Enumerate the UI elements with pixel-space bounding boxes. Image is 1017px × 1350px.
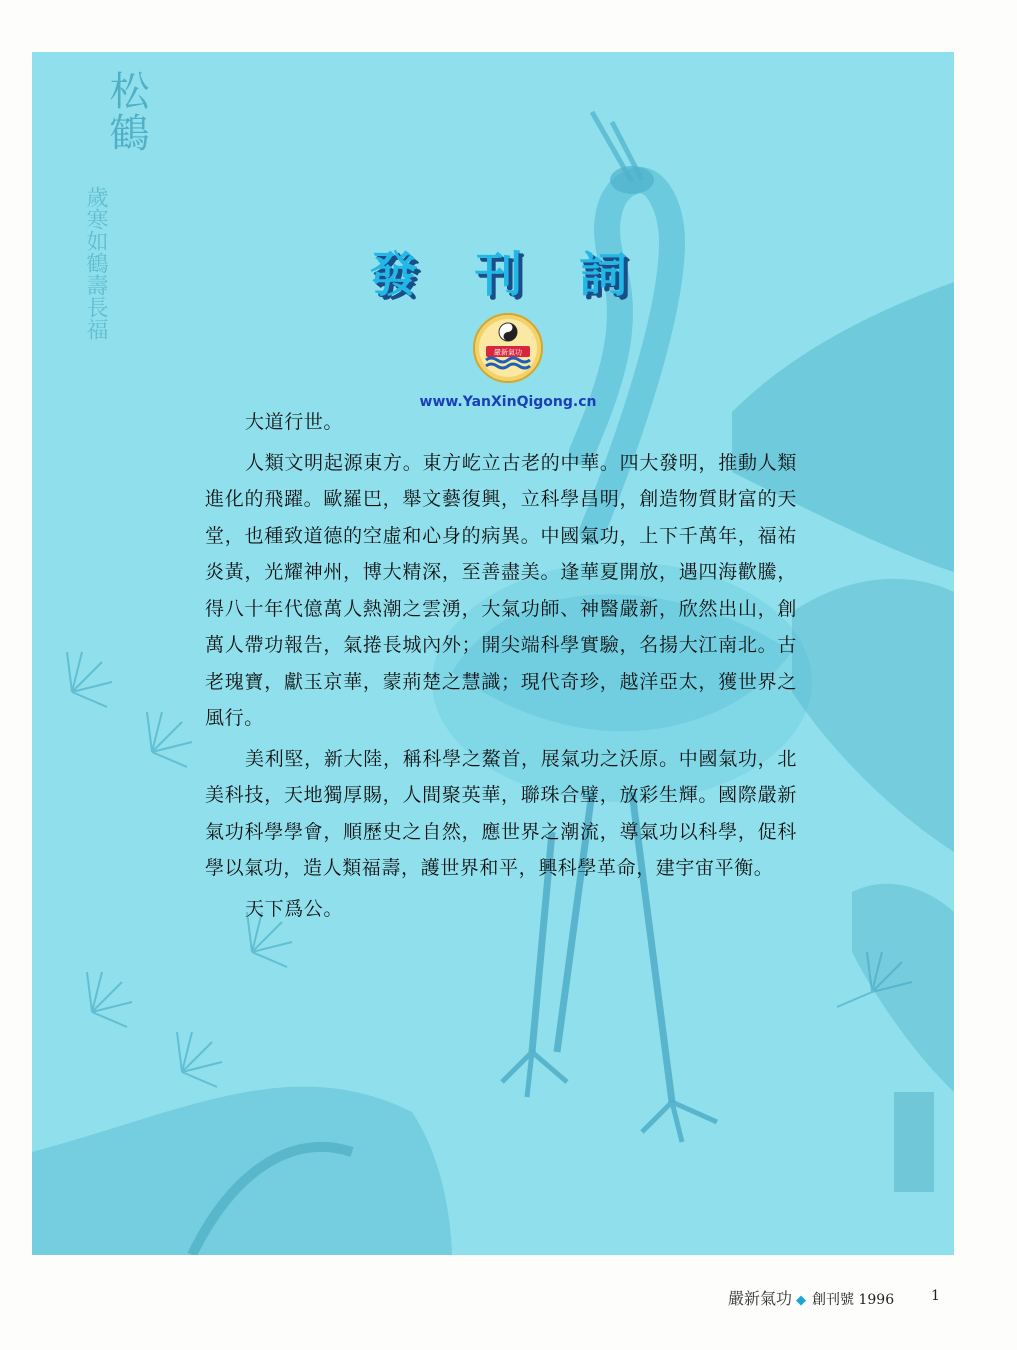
diamond-icon: ◆ — [796, 1293, 807, 1308]
page-number: 1 — [931, 1288, 940, 1304]
paragraph: 大道行世。 — [245, 411, 344, 433]
page-title: 發 刊 詞 — [369, 247, 648, 303]
yin-yang-emblem-icon — [472, 312, 544, 384]
issue-year: 1996 — [858, 1292, 895, 1308]
paragraph: 美利堅，新大陸，稱科學之鰲首，展氣功之沃原。中國氣功，北美科技，天地獨厚賜，人間聚英華，聯珠合璧，放彩生輝。國際嚴新氣功科學學會，順歷史之自然，應世界之潮流，導氣功以科學，促科學以氣功，造人類福壽，護世界和平，興科學革命，建宇宙平衡。 — [205, 747, 797, 879]
calligraphy-inscription: 歲寒如鶴壽長福 — [83, 186, 108, 340]
issue-label: 創刊號 — [812, 1292, 855, 1308]
paragraph: 天下爲公。 — [245, 897, 344, 920]
page-footer — [728, 1286, 968, 1310]
magazine-name: 嚴新氣功 — [728, 1289, 793, 1308]
logo-banner-text: 嚴新氣功 — [494, 348, 522, 357]
website-url[interactable]: www.YanXinQigong.cn — [419, 394, 597, 410]
paragraph: 人類文明起源東方。東方屹立古老的中華。四大發明，推動人類進化的飛躍。歐羅巴，舉文藝復興，立科學昌明，創造物質財富的天堂，也種致道德的空虛和心身的病異。中國氣功，上下千萬年，福祐炎黃，光耀神州，博大精深，至善盡美。逢華夏開放，遇四海歡騰，得八十年代億萬人熱潮之雲湧，大氣功師、神醫嚴新，欣然出山，創萬人帶功報告，氣捲長城內外；開尖端科學實驗，名揚大江南北。古老瑰寶，獻玉京華，蒙荊楚之慧識；現代奇珍，越洋亞太，獲世界之風行。 — [205, 451, 797, 729]
calligraphy-title: 松鶴 — [103, 70, 149, 154]
editorial-body — [205, 404, 797, 931]
